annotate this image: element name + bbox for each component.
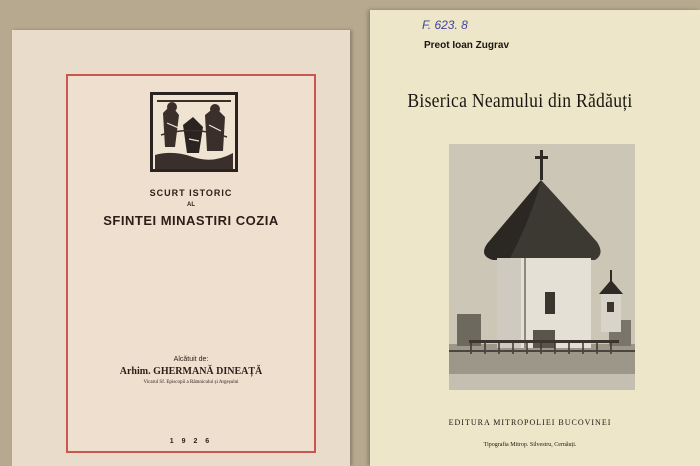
right-publisher: EDITURA MITROPOLIEI BUCOVINEI — [448, 418, 612, 427]
woodcut-illustration — [150, 92, 238, 172]
left-title-line1: SCURT ISTORIC — [149, 188, 233, 198]
left-booklet-cover — [12, 30, 350, 466]
left-author-label: Alcătuit de: — [173, 356, 209, 363]
woodcut-figures-icon — [153, 95, 235, 169]
church-photo — [449, 144, 635, 390]
right-title: Biserica Neamului din Rădăuți — [407, 90, 633, 112]
left-year: 1 9 2 6 — [169, 438, 213, 445]
left-title-line3: SFINTEI MINASTIRI COZIA — [103, 213, 279, 228]
left-title-line2: AL — [187, 202, 195, 208]
right-booklet-cover — [370, 10, 700, 466]
left-author-name: Arhim. GHERMANĂ DINEAȚĂ — [119, 366, 263, 377]
right-printer: Tipografia Mitrop. Silvestru, Cernăuți. — [483, 442, 577, 448]
left-red-frame — [66, 74, 316, 453]
right-author: Preot Ioan Zugrav — [424, 40, 510, 51]
catalog-mark: F. 623. 8 — [422, 18, 468, 32]
church-icon — [449, 144, 635, 390]
left-author-title: Vicarul Sf. Episcopii a Râmnicului și Argeșului — [143, 380, 239, 385]
